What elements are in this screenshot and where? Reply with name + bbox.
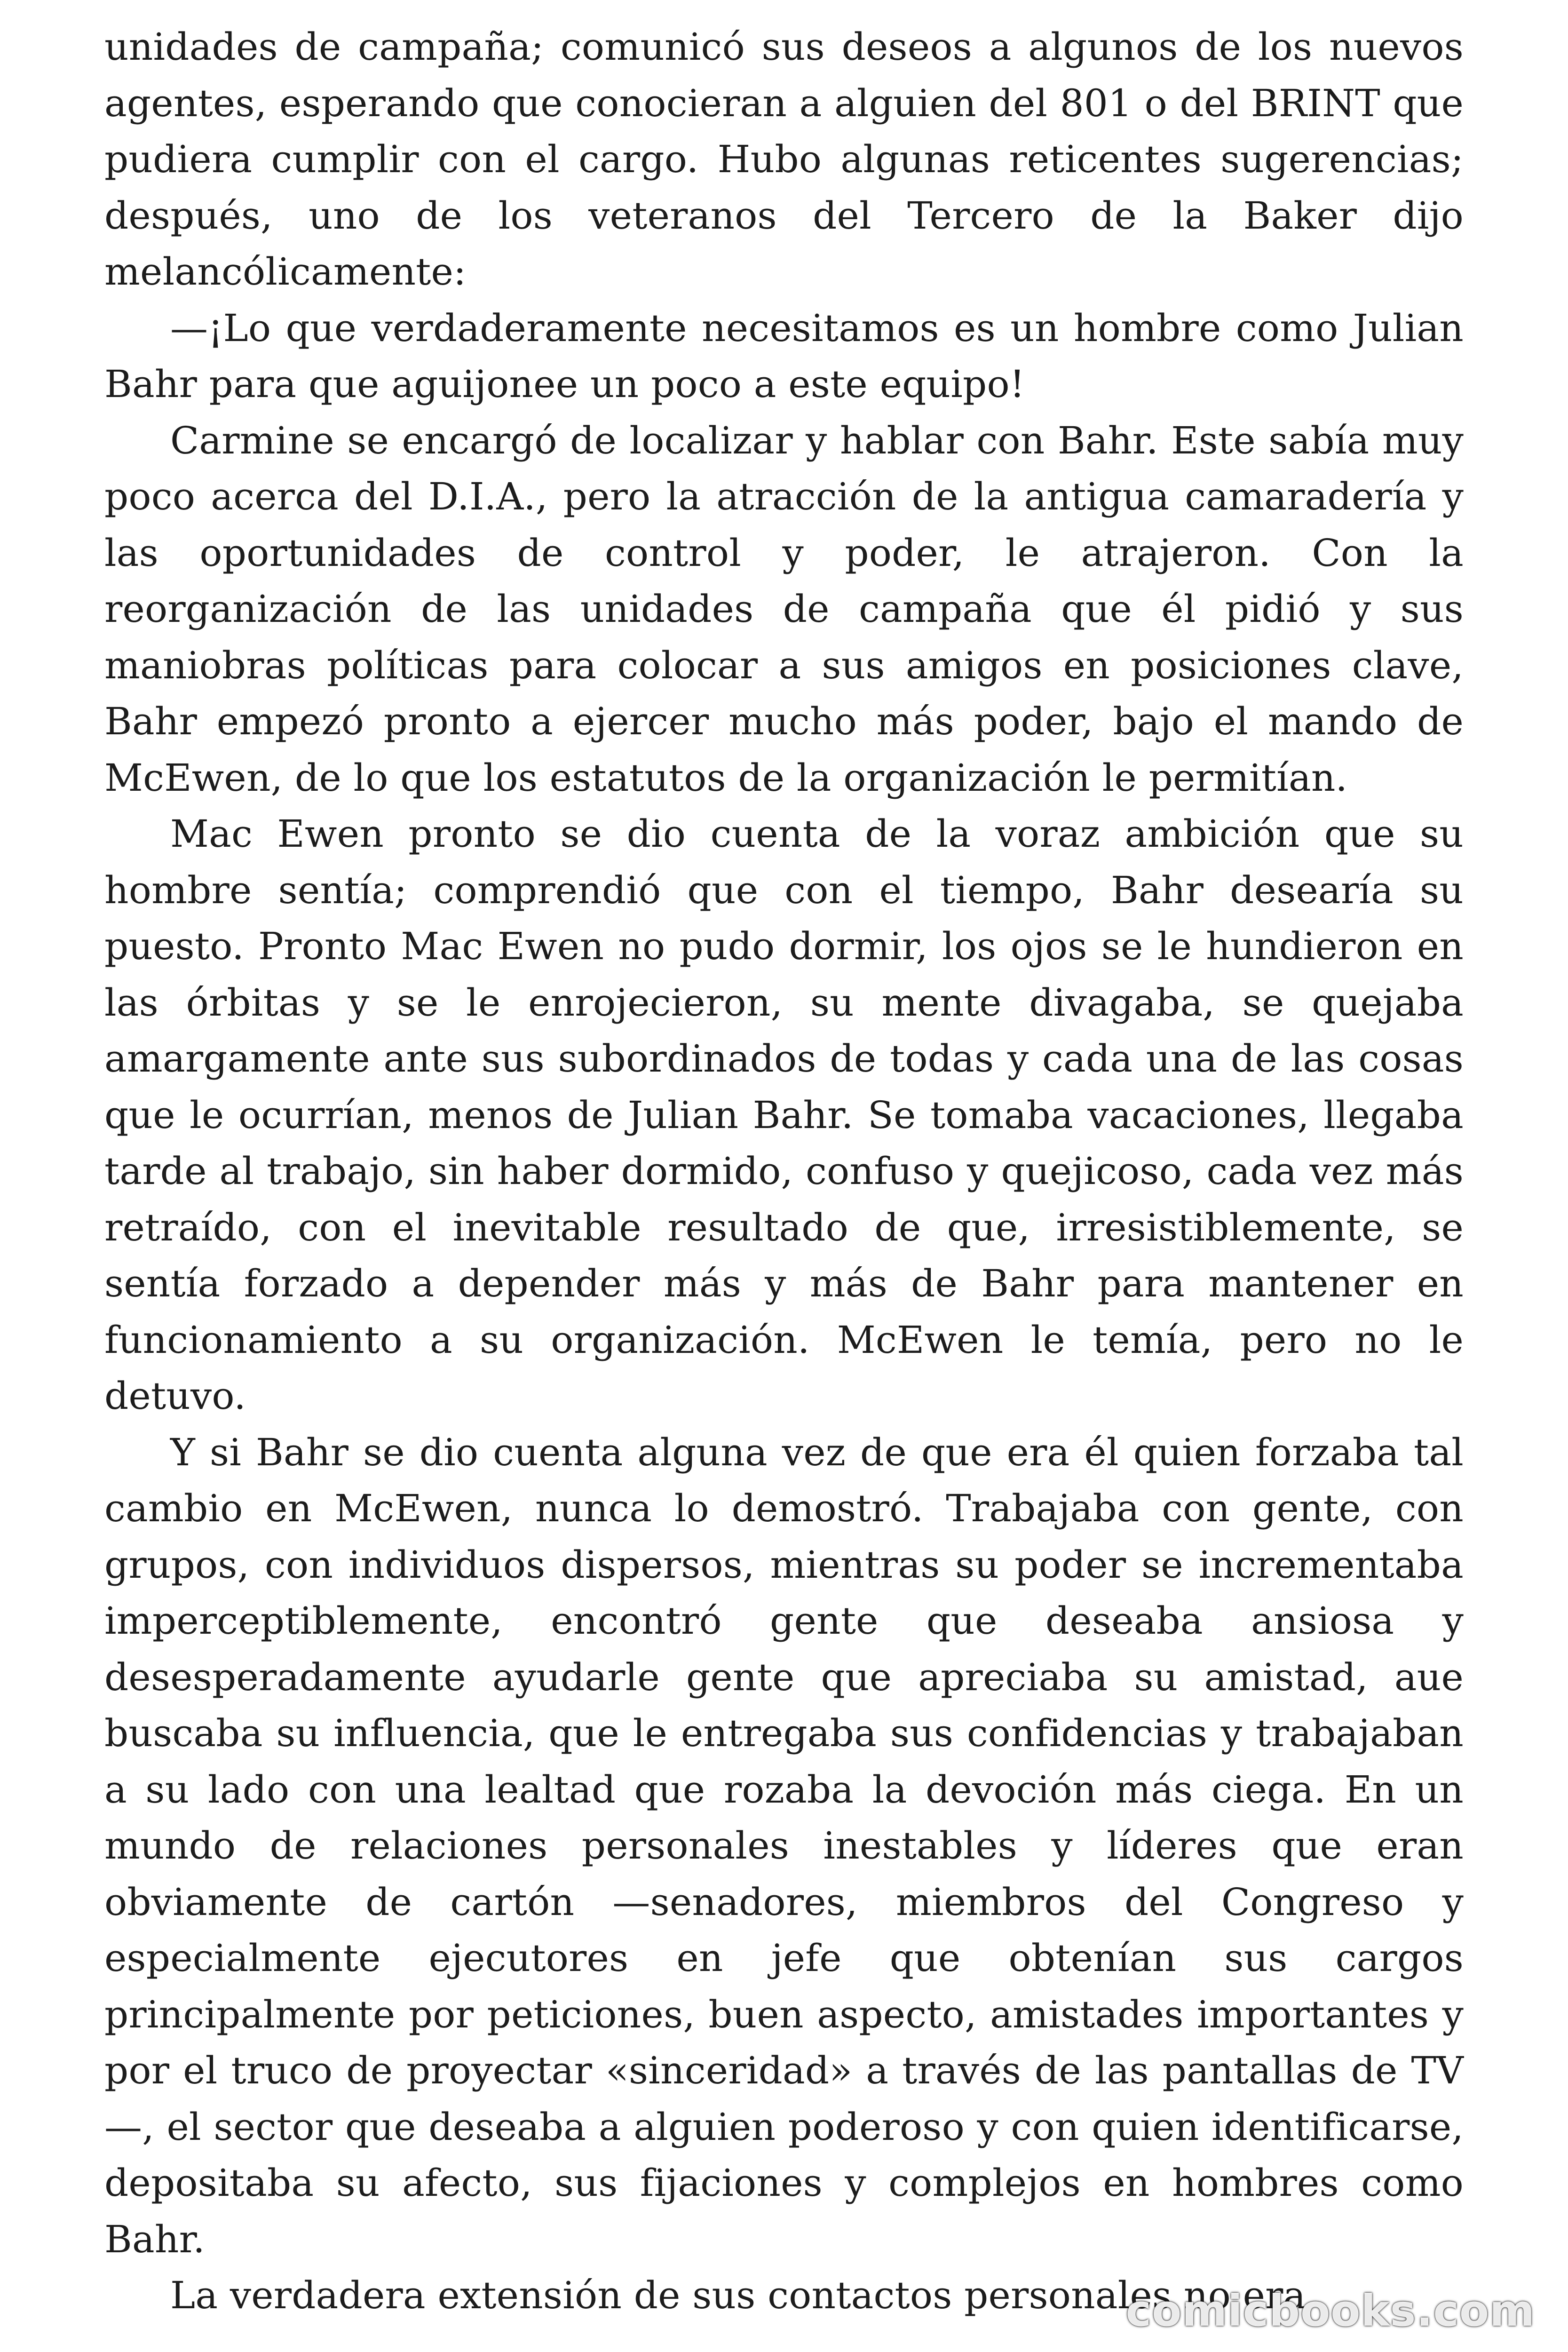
paragraph-1: unidades de campaña; comunicó sus deseos a algunos de los nuevos agentes, esperando que conocieran a alguien del 801 o del BRINT que pudiera cumplir con el cargo. Hubo algunas reticentes sugerencias; después, uno de los veteranos del Tercero de la Baker dijo melancólicamente: [104, 25, 1464, 294]
paragraph-2: —¡Lo que verdaderamente necesitamos es un hombre como Julian Bahr para que aguijonee un poco a este equipo! [104, 306, 1464, 406]
paragraph-4: Mac Ewen pronto se dio cuenta de la voraz ambición que su hombre sentía; comprendió que con el tiempo, Bahr desearía su puesto. Pronto Mac Ewen no pudo dormir, los ojos se le hundieron en las órbitas y se le enrojecieron, su mente divagaba, se quejaba amargamente ante sus subordinados de todas y cada una de las cosas que le ocurrían, menos de Julian Bahr. Se tomaba vacaciones, llegaba tarde al trabajo, sin haber dormido, confuso y quejicoso, cada vez más retraído, con el inevitable resultado de que, irresistiblemente, se sentía forzado a depender más y más de Bahr para mantener en funcionamiento a su organización. McEwen le temía, pero no le detuvo. [104, 812, 1464, 1418]
paragraph-5: Y si Bahr se dio cuenta alguna vez de que era él quien forzaba tal cambio en McEwen, nunca lo demostró. Trabajaba con gente, con grupos, con individuos dispersos, mientras su poder se incrementaba imperceptiblemente, encontró gente que deseaba ansiosa y desesperadamente ayudarle gente que apreciaba su amistad, aue buscaba su influencia, que le entregaba sus confidencias y trabajaban a su lado con una lealtad que rozaba la devoción más ciega. En un mundo de relaciones personales inestables y líderes que eran obviamente de cartón —senadores, miembros del Congreso y especialmente ejecutores en jefe que obtenían sus cargos principalmente por peticiones, buen aspecto, amistades importantes y por el truco de proyectar «sinceridad» a través de las pantallas de TV —, el sector que deseaba a alguien poderoso y con quien identificarse, depositaba su afecto, sus fijaciones y complejos en hombres como Bahr. [104, 1430, 1464, 2261]
watermark: comicbooks.com [1125, 2286, 1535, 2336]
paragraph-3: Carmine se encargó de localizar y hablar con Bahr. Este sabía muy poco acerca del D.I.A., pero la atracción de la antigua camaradería y las oportunidades de control y poder, le atrajeron. Con la reorganización de las unidades de campaña que él pidió y sus maniobras políticas para colocar a sus amigos en posiciones clave, Bahr empezó pronto a ejercer mucho más poder, bajo el mando de McEwen, de lo que los estatutos de la organización le permitían. [104, 418, 1464, 800]
paragraph-6: La verdadera extensión de sus contactos personales no era [170, 2273, 1306, 2317]
document-page [104, 19, 1464, 2324]
